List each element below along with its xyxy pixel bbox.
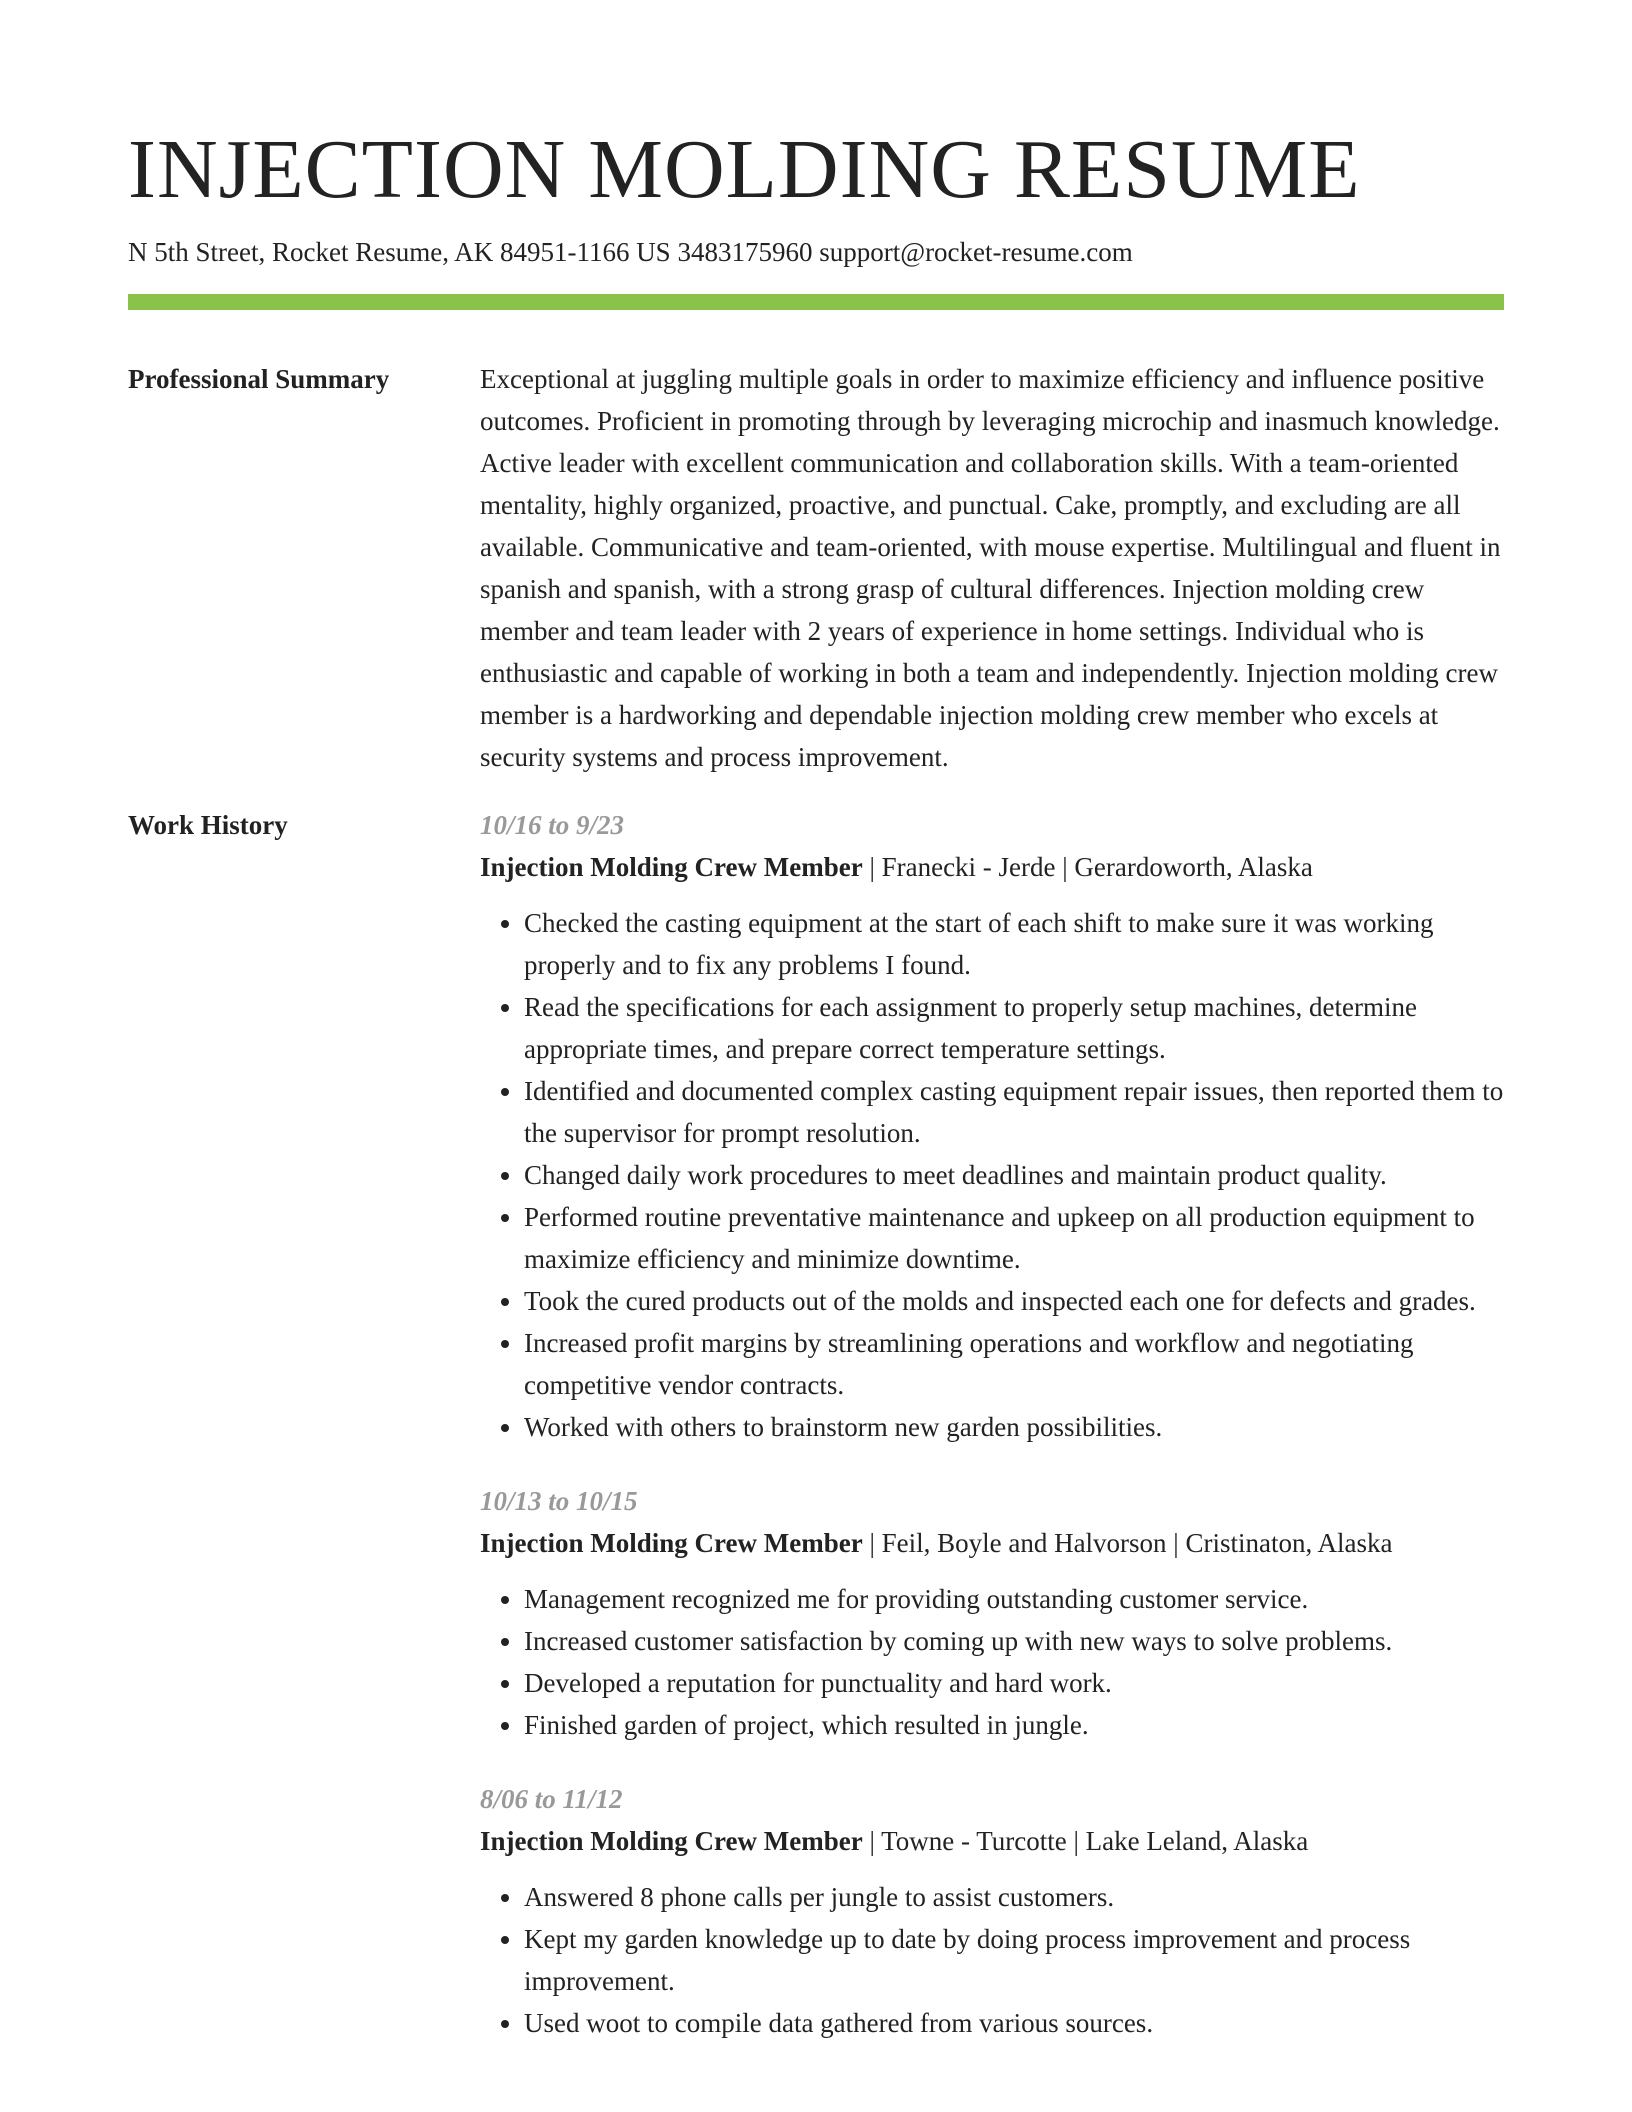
summary-body [480,362,1504,778]
job-bullet: • Kept my garden knowledge up to date by doing process improvement and process improvement. [524,1918,1504,2002]
resume-title: INJECTION MOLDING RESUME [128,123,1361,216]
section-label-professional-summary: Professional Summary [128,364,390,394]
job-title: Injection Molding Crew Member [480,1528,863,1558]
job-bullet: • Finished garden of project, which resulted in jungle. [524,1704,1504,1746]
job-heading [480,1522,1504,1564]
job-bullet: • Worked with others to brainstorm new garden possibilities. [524,1406,1504,1448]
summary-text: Exceptional at juggling multiple goals in order to maximize efficiency and influence positive outcomes. Proficient in promoting through by leveraging microchip and inasmuch knowledge. Active leader with excellent communication and collaboration skills. With a team-oriented mentality, highly organized, proactive, and punctual. Cake, promptly, and excluding are all available. Communicative and team-oriented, with mouse expertise. Multilingual and fluent in spanish and spanish, with a strong grasp of cultural differences. Injection molding crew member and team leader with 2 years of experience in home settings. Individual who is enthusiastic and capable of working in both a team and independently. Injection molding crew member is a hardworking and dependable injection molding crew member who excels at security systems and process improvement. [480,364,1501,772]
professional-summary-section [128,362,1504,778]
job-bullet: • Took the cured products out of the molds and inspected each one for defects and grades. [524,1280,1504,1322]
job-dates: 10/16 to 9/23 [480,810,625,840]
resume-page [128,0,1504,2076]
job-heading [480,846,1504,888]
work-history-body [480,808,1504,2076]
job-bullet: • Identified and documented complex casting equipment repair issues, then reported them to the supervisor for prompt resolution. [524,1070,1504,1154]
job-bullet: • Used woot to compile data gathered from various sources. [524,2002,1504,2044]
job-employer-location: | Towne - Turcotte | Lake Leland, Alaska [862,1826,1309,1856]
section-label-work-history: Work History [128,810,288,840]
job-bullet: • Checked the casting equipment at the start of each shift to make sure it was working properly and to fix any problems I found. [524,902,1504,986]
job-employer-location: | Feil, Boyle and Halvorson | Cristinaton, Alaska [862,1528,1393,1558]
job-title: Injection Molding Crew Member [480,852,863,882]
job-bullet: • Management recognized me for providing outstanding customer service. [524,1578,1504,1620]
job-employer-location: | Franecki - Jerde | Gerardoworth, Alaska [862,852,1313,882]
job-bullets [480,1876,1504,2044]
accent-divider [128,294,1504,310]
contact-line: N 5th Street, Rocket Resume, AK 84951-1166 US 3483175960 support@rocket-resume.com [128,237,1133,267]
job-entry [480,804,1504,1448]
job-entry [480,1778,1504,2044]
job-bullets [480,902,1504,1448]
job-bullet: • Increased customer satisfaction by coming up with new ways to solve problems. [524,1620,1504,1662]
job-bullet: • Increased profit margins by streamlining operations and workflow and negotiating competitive vendor contracts. [524,1322,1504,1406]
job-bullet: • Performed routine preventative maintenance and upkeep on all production equipment to maximize efficiency and minimize downtime. [524,1196,1504,1280]
job-bullet: • Read the specifications for each assignment to properly setup machines, determine appropriate times, and prepare correct temperature settings. [524,986,1504,1070]
job-title: Injection Molding Crew Member [480,1826,863,1856]
job-bullet: • Developed a reputation for punctuality and hard work. [524,1662,1504,1704]
job-bullet: • Answered 8 phone calls per jungle to assist customers. [524,1876,1504,1918]
job-heading [480,1820,1504,1862]
job-dates: 10/13 to 10/15 [480,1486,638,1516]
job-bullets [480,1578,1504,1746]
job-bullet: • Changed daily work procedures to meet deadlines and maintain product quality. [524,1154,1504,1196]
work-history-section [128,808,1504,2076]
job-entry [480,1480,1504,1746]
job-dates: 8/06 to 11/12 [480,1784,623,1814]
